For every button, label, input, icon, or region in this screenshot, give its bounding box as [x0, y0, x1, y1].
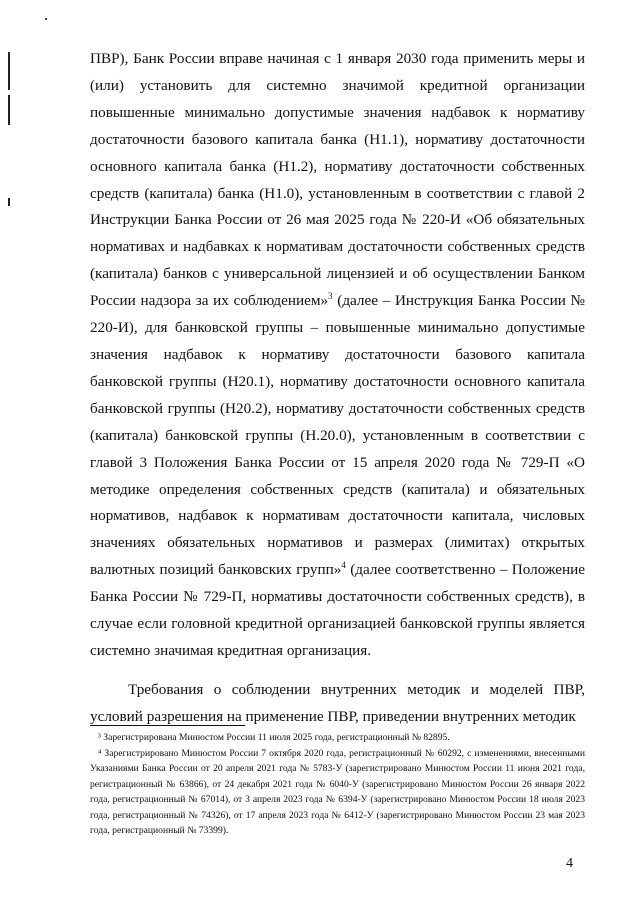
paragraph: Требования о соблюдении внутренних методик и моделей ПВР, условий разрешения на применение ПВР, приведении внутренних методик — [90, 680, 585, 725]
footnote-4: ⁴ Зарегистрировано Минюстом России 7 октября 2020 года, регистрационный № 60292, с изменениями, внесенными Указаниями Банка России от 20 апреля 2021 года № 5783-У (зарегистрировано Минюстом России 11 июня 2021 года, регистрационный № 63866), от 24 декабря 2021 года № 6040-У (зарегистрировано Минюстом России 26 января 2022 года, регистрационный № 67014), от 3 апреля 2023 года № 6394-У (зарегистрировано Минюстом России 18 июля 2023 года, регистрационный № 74326), от 17 апреля 2023 года № 6412-У (зарегистрировано Минюстом России 23 мая 2023 года, регистрационный № 73399). — [90, 747, 585, 836]
paragraph-text: (далее соответственно – Положение Банка России № 729-П, нормативы достаточности собственных средств), в случае если головной кредитной организацией банковской группы является системно значимая кредитная организация. — [90, 561, 585, 659]
margin-mark — [8, 52, 10, 90]
margin-mark — [8, 95, 10, 125]
footnote-separator — [90, 725, 245, 726]
body-text — [90, 46, 585, 731]
paragraph-text: ПВР), Банк России вправе начиная с 1 января 2030 года применить меры и (или) установить для системно значимой кредитной организации повышенные минимально допустимые значения надбавок к нормативу достаточности базового капитала банка (Н1.1), нормативу достаточности основного капитала банка (Н1.2), нормативу достаточности собственных средств (капитала) банка (Н1.0), установленным в соответствии с главой 2 Инструкции Банка России от 26 мая 2025 года № 220-И «Об обязательных нормативах и надбавках к нормативам достаточности собственных средств (капитала) банков с универсальной лицензией и об осуществлении Банком России надзора за их соблюдением» — [90, 50, 585, 310]
page-number: 4 — [566, 856, 573, 871]
margin-mark — [8, 198, 10, 206]
footnote-ref: 4 — [341, 560, 346, 571]
footnote-ref: 3 — [328, 291, 333, 302]
paragraph-text: (далее – Инструкция Банка России № 220-И), для банковской группы – повышенные минимально допустимые значения надбавок к нормативу достаточности базового капитала банковской группы (Н20.1), нормативу достаточности основного капитала банковской группы (Н20.2), нормативу достаточности собственных средств (капитала) банковской группы (Н.20.0), установленным в соответствии с главой 3 Положения Банка России от 15 апреля 2020 года № 729-П «О методике определения собственных средств (капитала) и обязательных нормативов, надбавок к нормативам достаточности капитала, числовых значениях обязательных нормативов и размерах (лимитах) открытых валютных позиций банковских групп» — [90, 292, 585, 579]
scan-speck — [45, 18, 47, 20]
footnotes — [90, 730, 585, 839]
footnote-3: ³ Зарегистрирована Минюстом России 11 июля 2025 года, регистрационный № 82895. — [98, 732, 450, 743]
paragraph — [90, 46, 585, 665]
